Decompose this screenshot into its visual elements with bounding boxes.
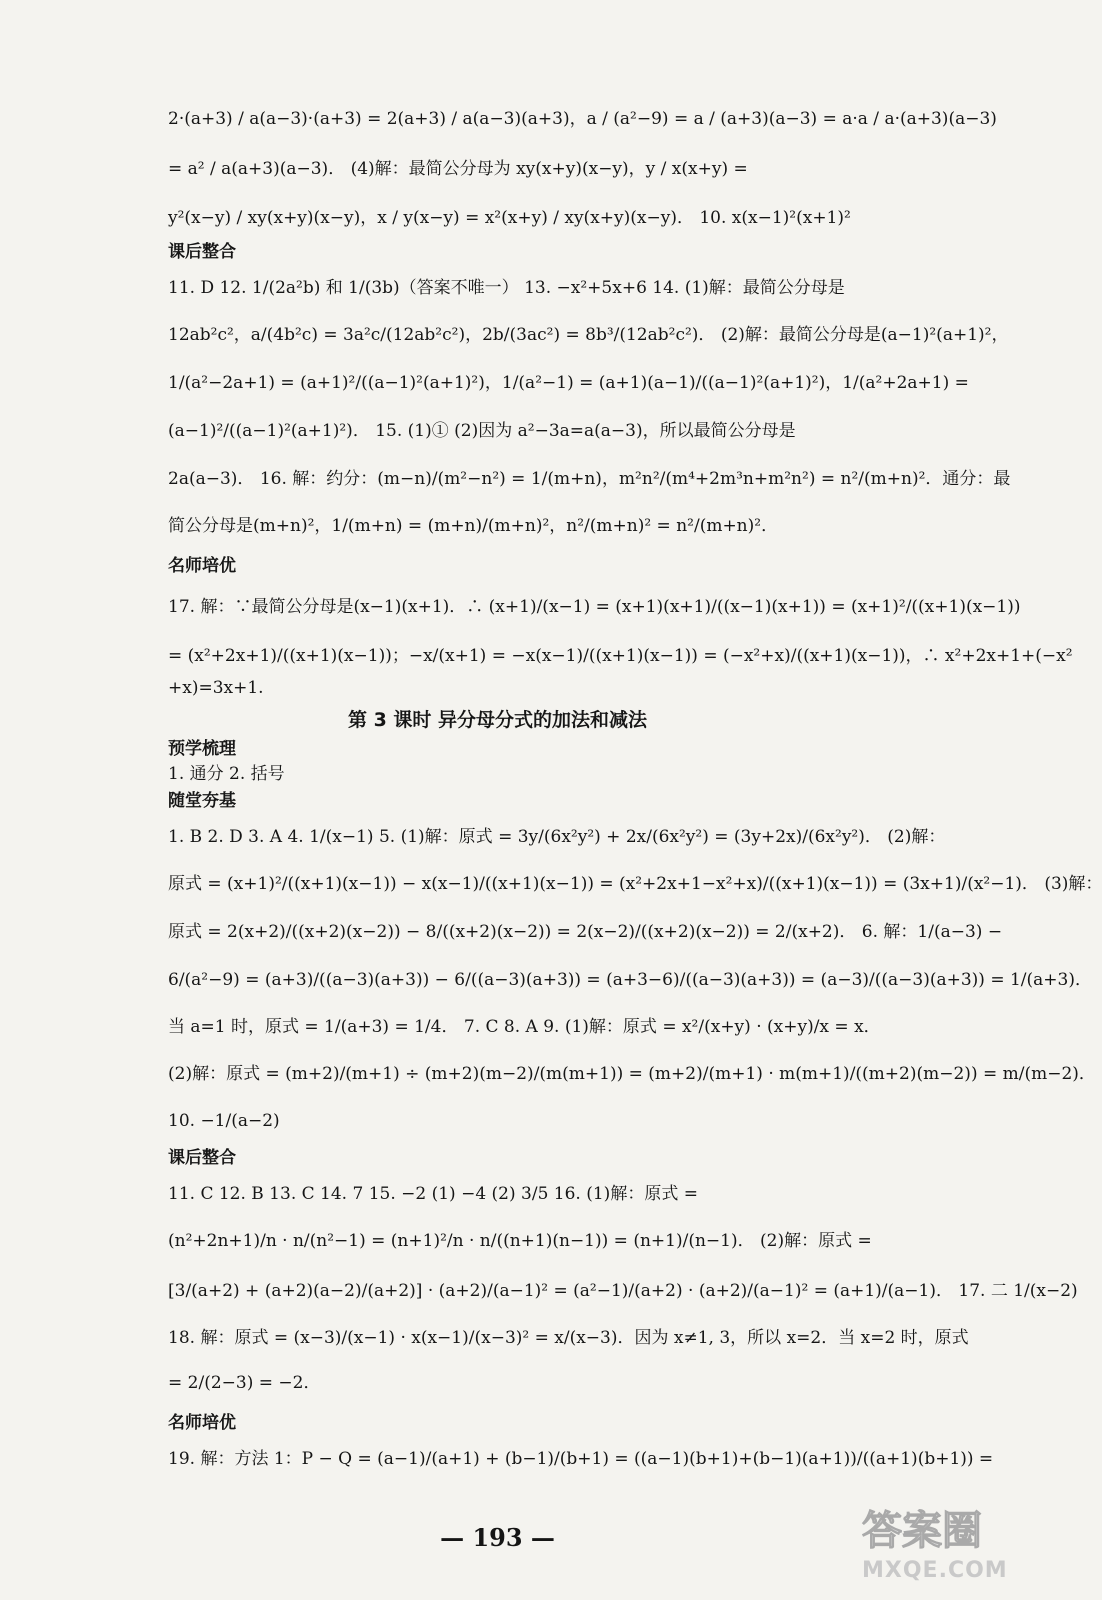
math-line-23: [3/(a+2) + (a+2)(a−2)/(a+2)] · (a+2)/(a−1)² = (a²−1)/(a+2) · (a+2)/(a−1)² = (a+1)/(a−1)． 17. 二 1/(x−2) [168,1281,1078,1301]
watermark-url: MXQE.COM [862,1558,1008,1583]
math-line-20: 10. −1/(a−2) [168,1111,280,1131]
math-line-21: 11. C 12. B 13. C 14. 7 15. −2 (1) −4 (2) 3/5 16. (1)解：原式 = [168,1184,698,1204]
math-line-15: 原式 = (x+1)²/((x+1)(x−1)) − x(x−1)/((x+1)(x−1)) = (x²+2x+1−x²+x)/((x+1)(x−1)) = (3x+1)/(x²−1)． (3)解： [168,874,1102,894]
math-line-2: = a² / a(a+3)(a−3)． (4)解：最简公分母为 xy(x+y)(x−y)，y / x(x+y) = [168,159,748,179]
math-line-3: y²(x−y) / xy(x+y)(x−y)，x / y(x−y) = x²(x+y) / xy(x+y)(x−y)． 10. x(x−1)²(x+1)² [168,208,851,228]
math-line-4: 11. D 12. 1/(2a²b) 和 1/(3b)（答案不唯一） 13. −x²+5x+6 14. (1)解：最简公分母是 [168,278,845,298]
math-line-5: 12ab²c²，a/(4b²c) = 3a²c/(12ab²c²)，2b/(3ac²) = 8b³/(12ab²c²)． (2)解：最简公分母是(a−1)²(a+1)²， [168,325,1009,345]
section-heading-preview: 预学梳理 [168,739,236,759]
math-line-7: (a−1)²/((a−1)²(a+1)²)． 15. (1)① (2)因为 a²−3a=a(a−3)，所以最简公分母是 [168,421,796,441]
math-line-8: 2a(a−3)． 16. 解：约分：(m−n)/(m²−n²) = 1/(m+n)，m²n²/(m⁴+2m³n+m²n²) = n²/(m+n)²．通分：最 [168,469,1011,489]
math-line-9: 简公分母是(m+n)²，1/(m+n) = (m+n)/(m+n)²，n²/(m+n)² = n²/(m+n)²． [168,516,779,536]
math-line-1: 2·(a+3) / a(a−3)·(a+3) = 2(a+3) / a(a−3)(a+3)，a / (a²−9) = a / (a+3)(a−3) = a·a / a·(a+3)(a−3) [168,109,997,129]
section-heading-in-class: 随堂夯基 [168,791,236,811]
math-line-16: 原式 = 2(x+2)/((x+2)(x−2)) − 8/((x+2)(x−2)) = 2(x−2)/((x+2)(x−2)) = 2/(x+2)． 6. 解：1/(a−3) − [168,922,1003,942]
watermark-logo [862,1508,1008,1588]
math-line-18: 当 a=1 时，原式 = 1/(a+3) = 1/4． 7. C 8. A 9. (1)解：原式 = x²/(x+y) · (x+y)/x = x． [168,1017,881,1037]
watermark-title: 答案圈 [862,1508,982,1554]
math-line-19: (2)解：原式 = (m+2)/(m+1) ÷ (m+2)(m−2)/(m(m+1)) = (m+2)/(m+1) · m(m+1)/((m+2)(m−2)) = m/(m−2)． [168,1064,1096,1084]
math-line-11: = (x²+2x+1)/((x+1)(x−1))；−x/(x+1) = −x(x−1)/((x+1)(x−1)) = (−x²+x)/((x+1)(x−1))，∴ x²+2x+1+(−x² [168,646,1073,666]
section-heading-excellence: 名师培优 [168,556,236,576]
math-line-13: 1. 通分 2. 括号 [168,764,285,784]
math-line-24: 18. 解：原式 = (x−3)/(x−1) · x(x−1)/(x−3)² = x/(x−3)．因为 x≠1, 3，所以 x=2．当 x=2 时，原式 [168,1328,969,1348]
lesson-title: 第 3 课时 异分母分式的加法和减法 [347,709,648,731]
math-line-26: 19. 解：方法 1：P − Q = (a−1)/(a+1) + (b−1)/(b+1) = ((a−1)(b+1)+(b−1)(a+1))/((a+1)(b+1)) = [168,1449,994,1469]
math-line-12: +x)=3x+1. [168,678,264,698]
math-line-17: 6/(a²−9) = (a+3)/((a−3)(a+3)) − 6/((a−3)(a+3)) = (a+3−6)/((a−3)(a+3)) = (a−3)/((a−3)(a+3)) = 1/(a+3)． [168,970,1092,990]
section-heading-excellence-2: 名师培优 [168,1413,236,1433]
page-number: — 193 — [440,1523,555,1552]
math-line-14: 1. B 2. D 3. A 4. 1/(x−1) 5. (1)解：原式 = 3y/(6x²y²) + 2x/(6x²y²) = (3y+2x)/(6x²y²)． (2)解： [168,827,946,847]
math-line-6: 1/(a²−2a+1) = (a+1)²/((a−1)²(a+1)²)，1/(a²−1) = (a+1)(a−1)/((a−1)²(a+1)²)，1/(a²+2a+1) = [168,373,969,393]
math-line-22: (n²+2n+1)/n · n/(n²−1) = (n+1)²/n · n/((n+1)(n−1)) = (n+1)/(n−1)． (2)解：原式 = [168,1231,872,1251]
math-line-25: = 2/(2−3) = −2． [168,1373,321,1393]
math-line-10: 17. 解：∵最简公分母是(x−1)(x+1)．∴ (x+1)/(x−1) = (x+1)(x+1)/((x−1)(x+1)) = (x+1)²/((x+1)(x−1)) [168,597,1021,617]
section-heading-after-class: 课后整合 [168,242,236,262]
section-heading-after-class-2: 课后整合 [168,1148,236,1168]
